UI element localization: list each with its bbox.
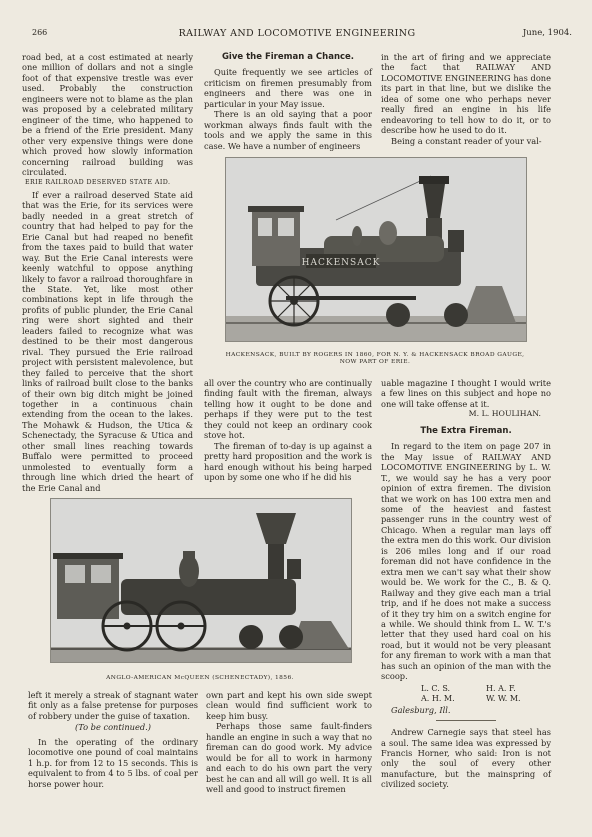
paragraph: in the art of firing and we appreciate the fact that RAILWAY AND LOCOMOTIVE ENGINEERING has done its part in that line, but we dislike the idea of some one who perhaps never really fired an engine in his life endeavoring to tell how to do it, or to describe how he used to do it. xyxy=(381,52,551,136)
column-1-bottom xyxy=(28,690,198,789)
journal-title: RAILWAY AND LOCOMOTIVE ENGINEERING xyxy=(178,28,416,39)
paragraph: uable magazine I thought I would write a few lines on this subject and hope no one will take offense at it. xyxy=(381,378,551,409)
column-3-top xyxy=(381,52,551,146)
column-1-top xyxy=(22,52,193,493)
paragraph: Quite frequently we see articles of criticism on firemen presumably from engineers and there was one in particular in your May issue. xyxy=(204,67,372,109)
paragraph: There is an old saying that a poor workman always finds fault with the tools and we apply the same in this case. We have a number of engineers xyxy=(204,109,372,151)
page-number: 266 xyxy=(32,28,48,37)
paragraph: own part and kept his own side swept clean would find sufficient work to keep him busy. xyxy=(206,690,372,721)
column-2-top xyxy=(204,52,372,151)
article-heading: Give the Fireman a Chance. xyxy=(221,52,355,62)
paragraph: Being a constant reader of your val- xyxy=(391,135,542,146)
photo-caption: HACKENSACK, BUILT BY ROGERS IN 1860, FOR N. Y. & HACKENSACK BROAD GAUGE, NOW PART OF ERIE. xyxy=(225,352,525,366)
issue-date: June, 1904. xyxy=(522,28,572,38)
paragraph: In regard to the item on page 207 in the May issue of RAILWAY AND LOCOMOTIVE ENGINEERING by L. W. T., we would say he has a very poor opinion of extra firemen. The division that we work on has 100 extra men and some of the heaviest and fastest passenger runs in the country west of Chicago. When a regular man lays off the extra men do this work. Our division is 206 miles long and if our road foreman did not have confidence in the extra men we can't say what their show would be. We work for the C., B. & Q. Railway and they give each man a trial trip, and if he does not make a success of it they try him on a switch engine for a while. We should think from L. W. T.'s letter that they used hard coal on his road, but it would not be very pleasant for any fireman to work with a man that has such an opinion of the man with the scoop. xyxy=(381,441,551,682)
paragraph: If ever a railroad deserved State aid that was the Erie, for its services were badly needed in a great stretch of country that had helped to pay for the Erie Canal but had reaped no benefit from the taxes paid to build that water way. But the Erie Canal interests were keenly watchful to oppose anything likely to favor a railroad thoroughfare in the State. Yet, like most other combinations kept in life through the profits of public plunder, the Erie Canal ring were short sighted and their leaders failed to recognize what was destined to be their most dangerous rival. They pursued the Erie railroad project with persistent malevolence, but they failed to perceive that the short links of railroad built close to the banks of their own big ditch might be joined together in a continuous chain extending from the ocean to the lakes. The Mohawk & Hudson, the Utica & Schenectady, the Syracuse & Utica and other small lines reaching towards Buffalo were permitted to proceed unmolested to eventually form a through line which dried the heart of the Erie Canal and xyxy=(22,189,193,493)
paragraph: The fireman of to-day is up against a pretty hard proposition and the work is hard enough without his being harped upon by some one who if he did his xyxy=(204,440,372,483)
article-heading: The Extra Fireman. xyxy=(420,425,512,436)
cab-lettering: HACKENSACK xyxy=(301,258,381,268)
paragraph: Perhaps those same fault-finders handle an engine in such a way that no fireman can do good work. My advice would be for all to work in harmony and each to do his own part the very best he can and all will go well. It is all well and good to instruct firemen xyxy=(206,721,372,795)
locomotive-illustration xyxy=(51,499,351,662)
section-divider xyxy=(436,720,496,721)
section-subhead: ERIE RAILROAD DESERVED STATE AID. xyxy=(25,179,171,187)
paragraph: In the operating of the ordinary locomotive one pound of coal maintains 1 h.p. for from 12 to 15 seconds. This is equivalent to from 4 to 5 lbs. of coal per horse power hour. xyxy=(28,736,198,789)
column-2-middle xyxy=(204,378,372,483)
hackensack-locomotive-photo xyxy=(225,157,527,342)
running-header xyxy=(22,28,572,42)
mcqueen-locomotive-photo xyxy=(50,498,352,663)
signer: L. C. S. xyxy=(421,683,451,693)
paragraph: left it merely a streak of stagnant water fit only as a false pretense for purposes of robbery under the guise of taxation. xyxy=(28,690,198,721)
locomotive-illustration xyxy=(226,158,526,341)
paragraph: road bed, at a cost estimated at nearly one million of dollars and not a single foot of that expensive trestle was ever used. Probably the construction engineers were not to blame as the plan was proposed by a celebrated military engineer of the time, who happened to be a friend of the Erie president. Many other very expensive things were done which proved how slowly information concerning railroad building was circulated. xyxy=(22,52,193,177)
letter-location: Galesburg, Ill. xyxy=(391,704,451,715)
column-2-bottom xyxy=(206,690,372,795)
paragraph: all over the country who are continually finding fault with the fireman, always telling how it ought to be done and perhaps if they were put to the test they could not keep an ordinary cook stove hot. xyxy=(204,378,372,441)
paragraph: Andrew Carnegie says that steel has a soul. The same idea was expressed by Francis Horner, who said: Iron is not only the soul of every other manufacture, but the mainspring of civilized society. xyxy=(381,727,551,790)
photo-caption: ANGLO-AMERICAN McQUEEN (SCHENECTADY), 1856. xyxy=(106,675,294,681)
continued-note: (To be continued.) xyxy=(75,722,151,733)
column-3-main xyxy=(381,378,551,790)
signer: A. H. M. xyxy=(421,694,455,704)
signer: W. W. M. xyxy=(486,694,521,704)
signers-list xyxy=(381,684,551,705)
letter-signature: M. L. HOULIHAN. xyxy=(468,409,541,419)
signer: H. A. F. xyxy=(486,683,516,693)
